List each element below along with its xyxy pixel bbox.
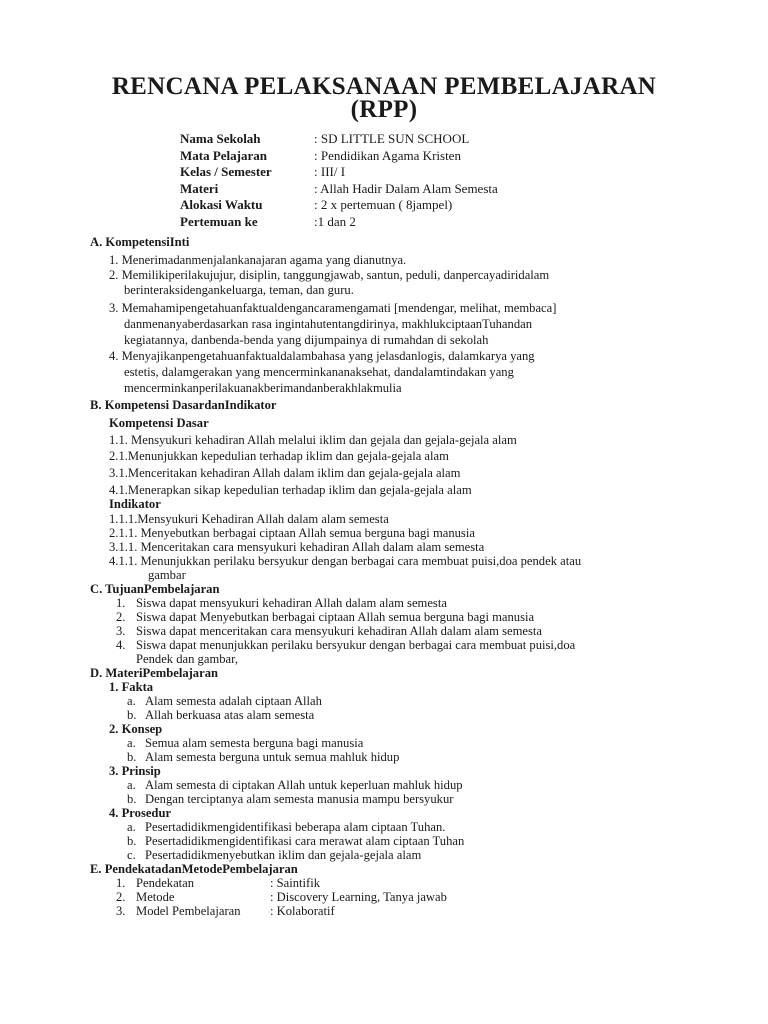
info-label: Pertemuan ke: [180, 213, 258, 229]
kd-item: 2.1.Menunjukkan kepedulian terhadap iklim dan gejala-gejala alam: [109, 449, 449, 463]
objective-number: 2.: [116, 610, 126, 624]
info-row: [180, 148, 498, 165]
material-item-letter: b.: [127, 750, 137, 764]
material-item-letter: c.: [127, 848, 136, 862]
method-value: : Kolaboratif: [270, 904, 335, 918]
section-d-heading: D. MateriPembelajaran: [90, 666, 218, 680]
method-number: 1.: [116, 876, 126, 890]
identity-table: [180, 131, 498, 230]
info-row: [180, 181, 498, 198]
kd-item: 3.1.Menceritakan kehadiran Allah dalam iklim dan gejala-gejala alam: [109, 466, 461, 480]
kd-item: 1.1. Mensyukuri kehadiran Allah melalui iklim dan gejala dan gejala-gejala alam: [109, 433, 517, 447]
kd-item: 4.1.Menerapkan sikap kepedulian terhadap iklim dan gejala-gejala alam: [109, 483, 472, 497]
info-label: Materi: [180, 180, 219, 196]
material-item: Alam semesta adalah ciptaan Allah: [145, 694, 322, 708]
material-item-letter: a.: [127, 694, 136, 708]
objective-text: Siswa dapat mensyukuri kehadiran Allah dalam alam semesta: [136, 596, 447, 610]
info-row: [180, 197, 498, 214]
material-item: Alam semesta berguna untuk semua mahluk hidup: [145, 750, 400, 764]
material-item-letter: a.: [127, 736, 136, 750]
section-a-heading: A. KompetensiInti: [90, 235, 190, 249]
info-row: [180, 131, 498, 148]
material-item: Allah berkuasa atas alam semesta: [145, 708, 315, 722]
objective-text: Siswa dapat menunjukkan perilaku bersyukur dengan berbagai cara membuat puisi,doa: [136, 638, 576, 652]
competency-item: 1. Menerimadanmenjalankanajaran agama yang dianutnya.: [109, 253, 407, 267]
info-value: :1 dan 2: [314, 213, 356, 229]
objective-number: 1.: [116, 596, 126, 610]
objective-text: Siswa dapat Menyebutkan berbagai ciptaan Allah semua berguna bagi manusia: [136, 610, 535, 624]
info-row: [180, 164, 498, 181]
material-item: Pesertadidikmengidentifikasi beberapa alam ciptaan Tuhan.: [145, 820, 446, 834]
document-title: RENCANA PELAKSANAAN PEMBELAJARAN: [111, 73, 657, 100]
section-c-heading: C. TujuanPembelajaran: [90, 582, 220, 596]
material-group-title: 3. Prinsip: [109, 764, 161, 778]
indicator-item: 3.1.1. Menceritakan cara mensyukuri kehadiran Allah dalam alam semesta: [109, 540, 485, 554]
indicator-item-cont: gambar: [148, 568, 186, 582]
competency-item: 2. Memilikiperilakujujur, disiplin, tanggungjawab, santun, peduli, danpercayadiridalam: [109, 268, 550, 282]
method-number: 2.: [116, 890, 126, 904]
material-item-letter: a.: [127, 820, 136, 834]
info-value: : Pendidikan Agama Kristen: [314, 147, 461, 163]
competency-item-cont: mencerminkanperilakuanakberimandanberakhlakmulia: [124, 381, 402, 395]
material-group-title: 2. Konsep: [109, 722, 163, 736]
competency-item: 3. Memahamipengetahuanfaktualdengancaramengamati [mendengar, melihat, membaca]: [109, 301, 557, 315]
competency-item-cont: estetis, dalamgerakan yang mencerminkananaksehat, dandalamtindakan yang: [124, 365, 514, 379]
document-subtitle: (RPP): [350, 96, 418, 123]
info-value: : III/ I: [314, 164, 346, 179]
competency-item-cont: kegiatannya, danbenda-benda yang dijumpainya di rumahdan di sekolah: [124, 333, 489, 347]
material-item: Semua alam semesta berguna bagi manusia: [145, 736, 364, 750]
info-label: Mata Pelajaran: [180, 147, 268, 163]
competency-item-cont: danmenanyaberdasarkan rasa ingintahutentangdirinya, makhlukciptaanTuhandan: [124, 317, 532, 331]
objective-number: 4.: [116, 638, 126, 652]
method-label: Metode: [136, 890, 175, 904]
indicator-item: 4.1.1. Menunjukkan perilaku bersyukur dengan berbagai cara membuat puisi,doa pendek atau: [109, 554, 582, 568]
indicator-item: 2.1.1. Menyebutkan berbagai ciptaan Allah semua berguna bagi manusia: [109, 526, 475, 540]
method-number: 3.: [116, 904, 126, 918]
material-item: Dengan terciptanya alam semesta manusia mampu bersyukur: [145, 792, 454, 806]
info-value: : Allah Hadir Dalam Alam Semesta: [314, 180, 498, 196]
method-label: Model Pembelajaran: [136, 904, 241, 918]
info-label: Alokasi Waktu: [180, 197, 263, 212]
competency-item-cont: berinteraksidengankeluarga, teman, dan guru.: [124, 283, 354, 297]
method-label: Pendekatan: [136, 876, 195, 890]
material-item-letter: b.: [127, 834, 137, 848]
competency-item: 4. Menyajikanpengetahuanfaktualdalambahasa yang jelasdanlogis, dalamkarya yang: [109, 349, 535, 363]
material-item: Pesertadidikmengidentifikasi cara merawat alam ciptaan Tuhan: [145, 834, 465, 848]
info-row: [180, 214, 498, 231]
kd-heading: Kompetensi Dasar: [109, 416, 209, 430]
material-item-letter: a.: [127, 778, 136, 792]
material-item: Alam semesta di ciptakan Allah untuk keperluan mahluk hidup: [145, 778, 463, 792]
indicator-item: 1.1.1.Mensyukuri Kehadiran Allah dalam alam semesta: [109, 512, 389, 526]
info-label: Kelas / Semester: [180, 164, 272, 179]
method-value: : Discovery Learning, Tanya jawab: [270, 890, 447, 904]
material-item-letter: b.: [127, 708, 137, 722]
objective-number: 3.: [116, 624, 126, 638]
material-group-title: 4. Prosedur: [109, 806, 172, 820]
info-value: : 2 x pertemuan ( 8jampel): [314, 197, 453, 212]
section-b-heading: B. Kompetensi DasardanIndikator: [90, 398, 277, 412]
material-group-title: 1. Fakta: [109, 680, 154, 694]
info-label: Nama Sekolah: [180, 131, 261, 146]
section-e-heading: E. PendekatadanMetodePembelajaran: [90, 862, 298, 876]
info-value: : SD LITTLE SUN SCHOOL: [314, 131, 470, 146]
method-value: : Saintifik: [270, 876, 321, 890]
material-item-letter: b.: [127, 792, 137, 806]
objective-text-cont: Pendek dan gambar,: [136, 652, 238, 666]
material-item: Pesertadidikmenyebutkan iklim dan gejala-gejala alam: [145, 848, 422, 862]
indicator-heading: Indikator: [109, 497, 161, 511]
objective-text: Siswa dapat menceritakan cara mensyukuri kehadiran Allah dalam alam semesta: [136, 624, 542, 638]
